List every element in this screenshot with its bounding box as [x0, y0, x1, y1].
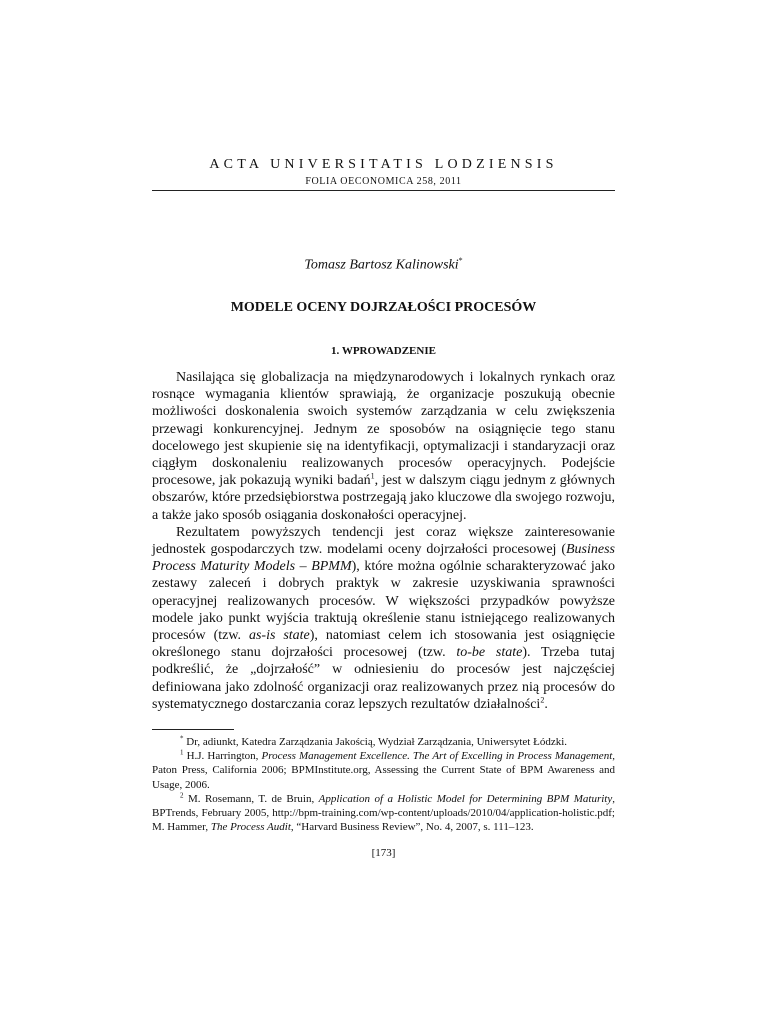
paragraph-2-italic-bpmm: Business Process Maturity Models – BPMM	[152, 542, 615, 575]
footnote-author-text: Dr, adiunkt, Katedra Zarządzania Jakością, Wydział Zarządzania, Uniwersytet Łódzki.	[183, 736, 568, 748]
body-text	[152, 369, 615, 713]
section-heading: 1. WPROWADZENIE	[331, 345, 436, 357]
footnote-1-italic-title: Process Management Excellence. The Art of Excelling in Process Management	[261, 750, 613, 763]
footnote-2-text-b: , BPTrends, February 2005, http://bpm-training.com/wp-content/uploads/2010/04/application-holistic.pdf; M. Hammer,	[152, 792, 615, 834]
footnote-2	[152, 792, 615, 835]
paragraph-1-text-b: , jest w dalszym ciągu jednym z głównych obszarów, które przedsiębiorstwa postrzegają jako kluczowe dla swojego rozwoju, a także jako sposób osiągania doskonałości operacyjnej.	[152, 473, 615, 523]
paragraph-2-text-a: Rezultatem powyższych tendencji jest coraz większe zainteresowanie jednostek gospodarczych tzw. modelami oceny dojrzałości procesowej (	[152, 524, 615, 558]
footnote-2-italic-audit: The Process Audit	[210, 821, 291, 834]
paragraph-2	[152, 524, 615, 713]
footnote-rule	[152, 729, 234, 730]
footnote-author	[152, 735, 615, 749]
footnotes	[152, 735, 615, 834]
footnote-2-italic-title: Application of a Holistic Model for Determining BPM Maturity	[318, 792, 613, 805]
page-number: [173]	[371, 847, 396, 859]
paragraph-2-text-d: ). Trzeba tutaj podkreślić, że „dojrzałość” w odniesieniu do procesów jest najczęściej definiowana jako zdolność organizacji oraz realizowanych przez nią procesów do systematycznego dostarczania coraz lepszych rezultatów działalności	[152, 645, 615, 712]
author-name: Tomasz Bartosz Kalinowski	[304, 257, 459, 273]
paragraph-2-text-c: ), natomiast celem ich stosowania jest osiągnięcie określonego stanu dojrzałości procesowej (tzw.	[152, 628, 616, 661]
author-footnote-mark: *	[458, 256, 463, 265]
journal-name: ACTA UNIVERSITATIS LODZIENSIS	[209, 157, 558, 172]
footnote-author-mark: *	[180, 734, 184, 743]
footnote-2-mark: 2	[180, 791, 184, 800]
paragraph-2-italic-as-is: as-is state	[248, 628, 310, 644]
paragraph-2-italic-to-be: to-be state	[456, 645, 523, 661]
paragraph-2-text-e: .	[544, 696, 548, 712]
header-rule	[152, 190, 615, 191]
footnote-1	[152, 749, 615, 792]
footnote-1-text-b: , Paton Press, California 2006; BPMInstitute.org, Assessing the Current State of BPM Awareness and Usage, 2006.	[152, 750, 615, 791]
footnote-2-text-a: M. Rosemann, T. de Bruin,	[183, 792, 319, 805]
footnote-2-text-c: , “Harvard Business Review”, No. 4, 2007, s. 111–123.	[290, 821, 534, 834]
paragraph-1	[152, 369, 615, 524]
paragraph-1-text-a: Nasilająca się globalizacja na międzynarodowych i lokalnych rynkach oraz rosnące wymagania klientów sprawiają, że organizacje poszukują obecnie możliwości doskonalenia swoich systemów zarządzania w celu zwiększenia przewagi konkurencyjnej. Jednym ze sposobów na osiągnięcie tego stanu docelowego jest skupienie się na identyfikacji, optymalizacji i standaryzacji oraz ciągłym doskonaleniu realizowanych procesów operacyjnych. Podejście procesowe, jak pokazują wyniki badań	[152, 370, 615, 489]
author-line	[152, 252, 615, 275]
footnote-ref-2: 2	[540, 695, 545, 705]
footnote-1-mark: 1	[180, 748, 184, 757]
footnote-1-text-a: H.J. Harrington,	[183, 750, 262, 763]
paragraph-2-text-b: ), które można ogólnie scharakteryzować jako zestawy zaleceń i dobrych praktyk w zakresie uzyskiwania sprawności operacyjnej realizowanych procesów. W większości przypadków powyższe modele jako punkt wyjścia traktują określenie stanu istniejącego realizowanych procesów (tzw.	[152, 559, 615, 644]
journal-folio: FOLIA OECONOMICA 258, 2011	[305, 176, 462, 187]
article-title: MODELE OCENY DOJRZAŁOŚCI PROCESÓW	[230, 300, 537, 315]
footnote-ref-1: 1	[370, 471, 375, 481]
